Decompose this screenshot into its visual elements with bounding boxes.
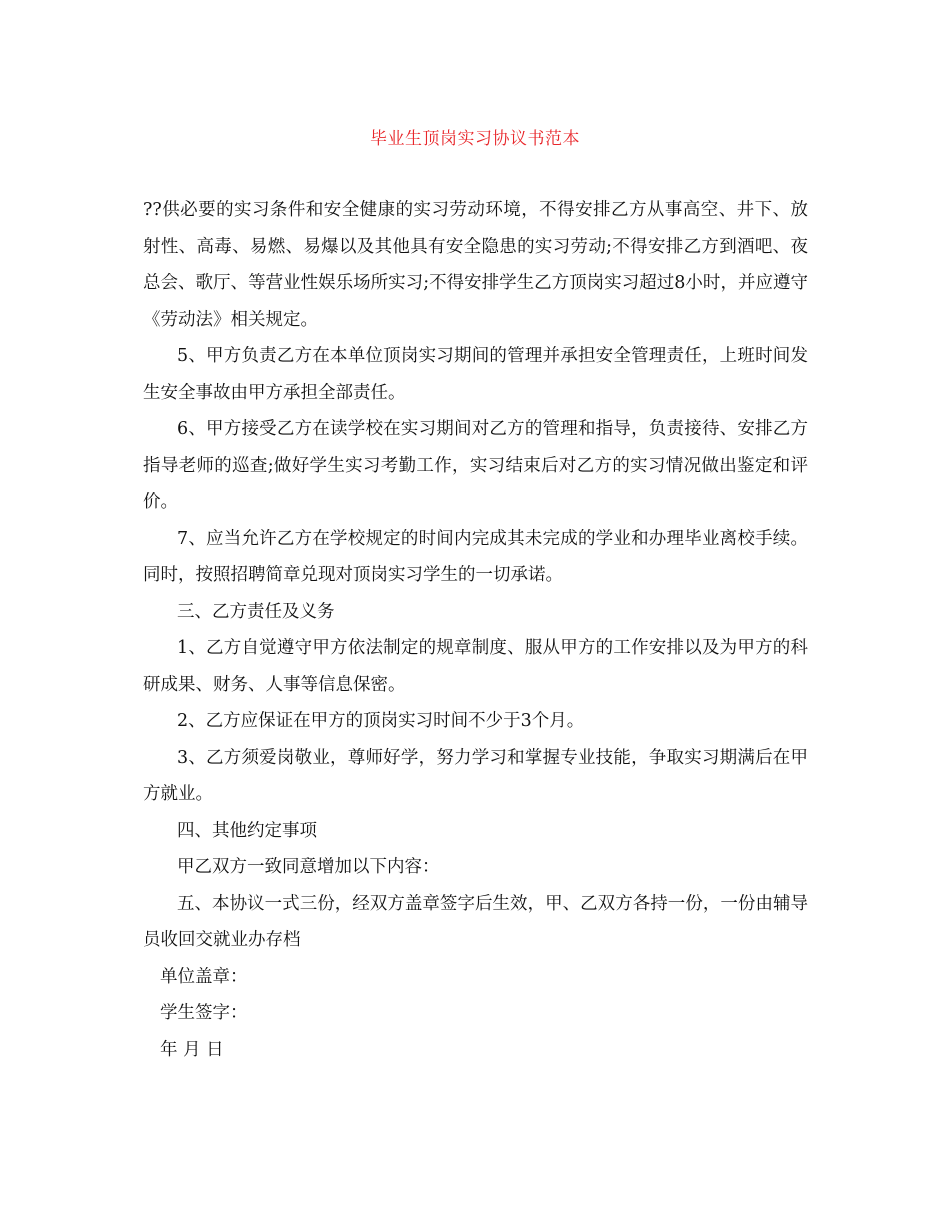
paragraph-b-clause-1: 1、乙方自觉遵守甲方依法制定的规章制度、服从甲方的工作安排以及为甲方的科研成果、财务、人事等信息保密。 (143, 638, 808, 695)
document-body (143, 192, 808, 1068)
paragraph-clause-6: 6、甲方接受乙方在读学校在实习期间对乙方的管理和指导，负责接待、安排乙方指导老师的巡查;做好学生实习考勤工作，实习结束后对乙方的实习情况做出鉴定和评价。 (143, 419, 808, 512)
signature-date: 年 月 日 (160, 1039, 224, 1060)
section-heading-other: 四、其他约定事项 (177, 820, 317, 841)
paragraph-clause-5: 5、甲方负责乙方在本单位顶岗实习期间的管理并承担安全管理责任，上班时间发生安全事故由甲方承担全部责任。 (143, 346, 808, 403)
section-heading-party-b: 三、乙方责任及义务 (177, 601, 335, 622)
paragraph-b-clause-2: 2、乙方应保证在甲方的顶岗实习时间不少于3个月。 (177, 711, 585, 731)
signature-unit-seal: 单位盖章： (160, 966, 248, 987)
paragraph-copies: 五、本协议一式三份，经双方盖章签字后生效，甲、乙双方各持一份，一份由辅导员收回交就业办存档 (143, 893, 808, 950)
paragraph-b-clause-3: 3、乙方须爱岗敬业，尊师好学，努力学习和掌握专业技能，争取实习期满后在甲方就业。 (143, 747, 808, 804)
signature-student: 学生签字： (160, 1003, 248, 1023)
document-title: 毕业生顶岗实习协议书范本 (370, 129, 580, 149)
paragraph-continuation: ??供必要的实习条件和安全健康的实习劳动环境，不得安排乙方从事高空、井下、放射性、高毒、易燃、易爆以及其他具有安全隐患的实习劳动;不得安排乙方到酒吧、夜总会、歌厅、等营业性娱乐场所实习;不得安排学生乙方顶岗实习超过8小时，并应遵守《劳动法》相关规定。 (143, 200, 808, 330)
paragraph-agreement: 甲乙双方一致同意增加以下内容： (177, 857, 440, 877)
paragraph-clause-7: 7、应当允许乙方在学校规定的时间内完成其未完成的学业和办理毕业离校手续。同时，按照招聘简章兑现对顶岗实习学生的一切承诺。 (143, 528, 808, 585)
